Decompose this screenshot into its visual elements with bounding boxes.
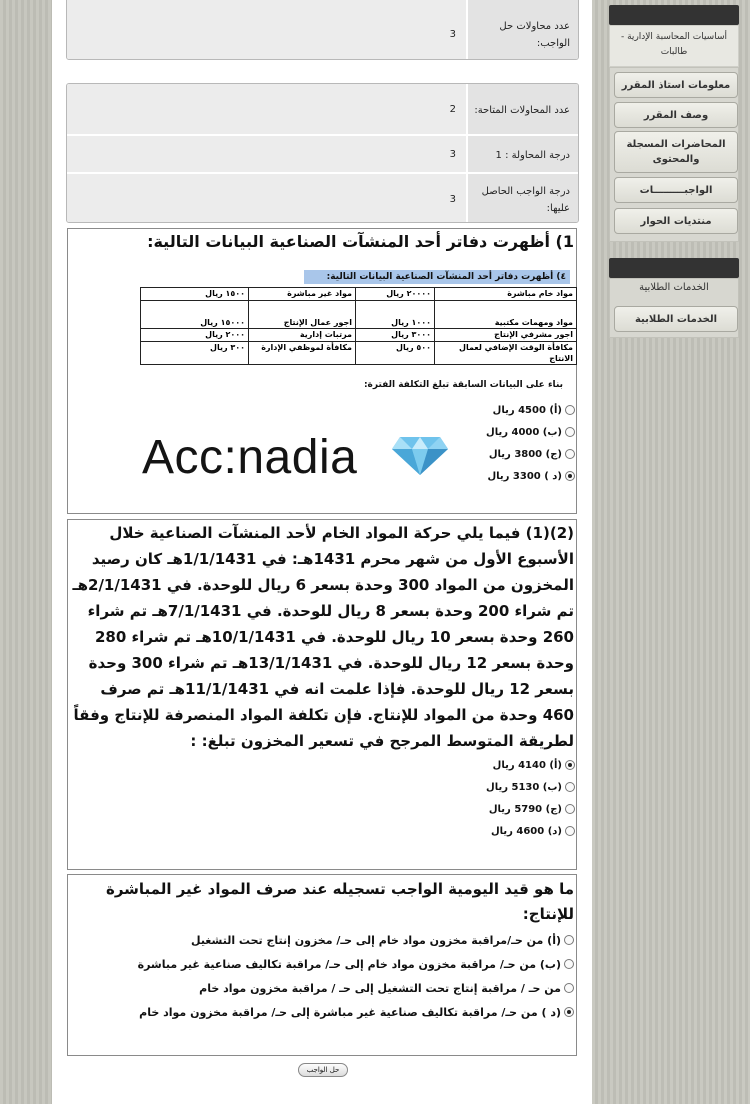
sidebar-item-instructor-info[interactable]: معلومات استاذ المقرر (614, 72, 738, 98)
answer-option[interactable] (470, 443, 575, 465)
table-cell: مواد خام مباشرة (435, 288, 577, 301)
info-value: 2 (67, 84, 468, 134)
question-3-options (70, 928, 574, 1024)
sidebar-item-homework[interactable]: الواجبـــــــــات (614, 177, 738, 203)
answer-option[interactable] (70, 928, 574, 952)
answer-option[interactable] (70, 952, 574, 976)
grade-info-box (66, 83, 579, 223)
option-label: (أ) من حـ/مراقبة مخزون مواد خام إلى حـ/ مخزون إنتاج تحت التشغيل (191, 933, 561, 947)
answer-option[interactable] (70, 976, 574, 1000)
option-label: (ب) 5130 ريال (486, 781, 562, 793)
table-cell: ١٥٠٠٠ ريال (141, 301, 249, 329)
radio-button[interactable] (564, 959, 574, 969)
option-label: (ب) من حـ/ مراقبة مخزون مواد خام إلى حـ/ مراقبة تكاليف صناعية غير مباشرة (137, 957, 561, 971)
submit-homework-button[interactable]: حل الواجب (298, 1063, 348, 1077)
answer-option[interactable] (475, 798, 575, 820)
diamond-icon (390, 435, 450, 477)
radio-button[interactable] (565, 804, 575, 814)
info-row (67, 174, 578, 223)
radio-button[interactable] (564, 983, 574, 993)
radio-button[interactable] (565, 427, 575, 437)
answer-option[interactable] (470, 399, 575, 421)
table-cell: مكافأة لموظفي الإدارة (249, 342, 356, 365)
question-1-title: 1) أظهرت دفاتر أحد المنشآت الصناعية البيانات التالية: (147, 232, 574, 251)
info-row (67, 84, 578, 136)
table-cell: ٣٠٠٠ ريال (356, 329, 435, 342)
option-label: (أ) 4140 ريال (492, 759, 562, 771)
sidebar-item-forums[interactable]: منتديات الحوار (614, 208, 738, 234)
answer-option[interactable] (475, 776, 575, 798)
option-label: (ج) 5790 ريال (488, 803, 562, 815)
option-label: من حـ / مراقبة إنتاج تحت التشغيل إلى حـ / مراقبة مخزون مواد خام (199, 981, 561, 995)
radio-button[interactable] (565, 826, 575, 836)
radio-button[interactable] (565, 405, 575, 415)
sidebar-item-student-services[interactable]: الخدمات الطلابية (614, 306, 738, 332)
option-label: (أ) 4500 ريال (492, 404, 562, 416)
picture-data-table (140, 287, 577, 365)
table-row (141, 342, 577, 365)
table-row (141, 288, 577, 301)
radio-button[interactable] (565, 782, 575, 792)
info-value: 3 (67, 136, 468, 172)
answer-option[interactable] (475, 820, 575, 842)
table-cell: مواد ومهمات مكتبية (435, 301, 577, 329)
sidebar-header-bar (609, 5, 739, 25)
watermark-logo: Acc:nadia (142, 431, 358, 484)
attempts-info-box (66, 0, 579, 60)
info-value: 3 (67, 0, 468, 59)
sidebar-item-recorded-lectures[interactable]: المحاضرات المسجلة والمحتوى (614, 131, 738, 173)
radio-button-selected[interactable] (565, 471, 575, 481)
radio-button[interactable] (564, 935, 574, 945)
info-label: درجة المحاولة : 1 (468, 136, 578, 172)
option-label: (د ) 3300 ريال (487, 470, 562, 482)
option-label: (د) 4600 ريال (490, 825, 562, 837)
picture-heading: ٤) أظهرت دفاتر أحد المنشآت الصناعية البيانات التالية: (304, 270, 570, 284)
info-label: عدد محاولات حل الواجب: (468, 0, 578, 59)
radio-button-selected[interactable] (564, 1007, 574, 1017)
table-row (141, 329, 577, 342)
table-cell: ٣٠٠ ريال (141, 342, 249, 365)
sidebar-item-course-description[interactable]: وصف المقرر (614, 102, 738, 128)
table-cell: مواد غير مباشرة (249, 288, 356, 301)
table-cell: ٢٠٠٠٠ ريال (356, 288, 435, 301)
option-label: (ج) 3800 ريال (488, 448, 562, 460)
answer-option[interactable] (470, 465, 575, 487)
question-2-options (475, 754, 575, 842)
picture-question: بناء على البيانات السابقة تبلغ التكلفة الفترة: (363, 380, 563, 390)
table-cell: ٥٠٠ ريال (356, 342, 435, 365)
table-cell: مرتبات إدارية (249, 329, 356, 342)
table-cell: ١٠٠٠ ريال (356, 301, 435, 329)
question-2-title: (2)(1) فيما يلي حركة المواد الخام لأحد المنشآت الصناعية خلال الأسبوع الأول من شهر محرم 1431هـ: في 1/1/1431هـ كان رصيد المخزون من المواد 300 وحدة بسعر 6 ريال للوحدة. في 2/1/1431هـ تم شراء 200 وحدة بسعر 8 ريال للوحدة. في 7/1/1431هـ تم شراء 260 وحدة بسعر 10 ريال للوحدة. في 10/1/1431هـ تم شراء 280 وحدة بسعر 12 ريال للوحدة. في 13/1/1431هـ تم شراء 300 وحدة بسعر 12 ريال للوحدة. فإذا علمت انه في 11/1/1431هـ تم صرف 460 وحدة من المواد للإنتاج. فإن تكلفة المواد المنصرفة للإنتاج وفقاً لطريقة المتوسط المرجح في تسعير المخزون تبلغ: : (72, 524, 574, 750)
radio-button-selected[interactable] (565, 760, 575, 770)
info-value: 3 (67, 174, 468, 223)
table-row (141, 301, 577, 329)
table-cell: ٢٠٠٠ ريال (141, 329, 249, 342)
question-1-options (470, 399, 575, 487)
sidebar-services-bar (609, 258, 739, 278)
answer-option[interactable] (70, 1000, 574, 1024)
option-label: (د ) من حـ/ مراقبة تكاليف صناعية غير مباشرة إلى حـ/ مراقبة مخزون مواد خام (139, 1005, 561, 1019)
table-cell: ١٥٠٠ ريال (141, 288, 249, 301)
option-label: (ب) 4000 ريال (486, 426, 562, 438)
answer-option[interactable] (470, 421, 575, 443)
table-cell: مكافأة الوقت الإضافي لعمال الانتاج (435, 342, 577, 365)
question-3-title: ما هو قيد اليومية الواجب تسجيله عند صرف المواد غير المباشرة للإنتاج: (105, 880, 574, 923)
info-label: عدد المحاولات المتاحة: (468, 84, 578, 134)
services-header: الخدمات الطلابية (639, 282, 709, 293)
left-background-stripe (0, 0, 52, 1104)
table-cell: اجور عمال الإنتاج (249, 301, 356, 329)
answer-option[interactable] (475, 754, 575, 776)
table-cell: اجور مشرفي الإنتاج (435, 329, 577, 342)
radio-button[interactable] (565, 449, 575, 459)
info-label: درجة الواجب الحاصل عليها: (468, 174, 578, 223)
info-row (67, 0, 578, 59)
course-title: أساسيات المحاسبة الإدارية - طالبات (609, 25, 739, 67)
info-row (67, 136, 578, 174)
